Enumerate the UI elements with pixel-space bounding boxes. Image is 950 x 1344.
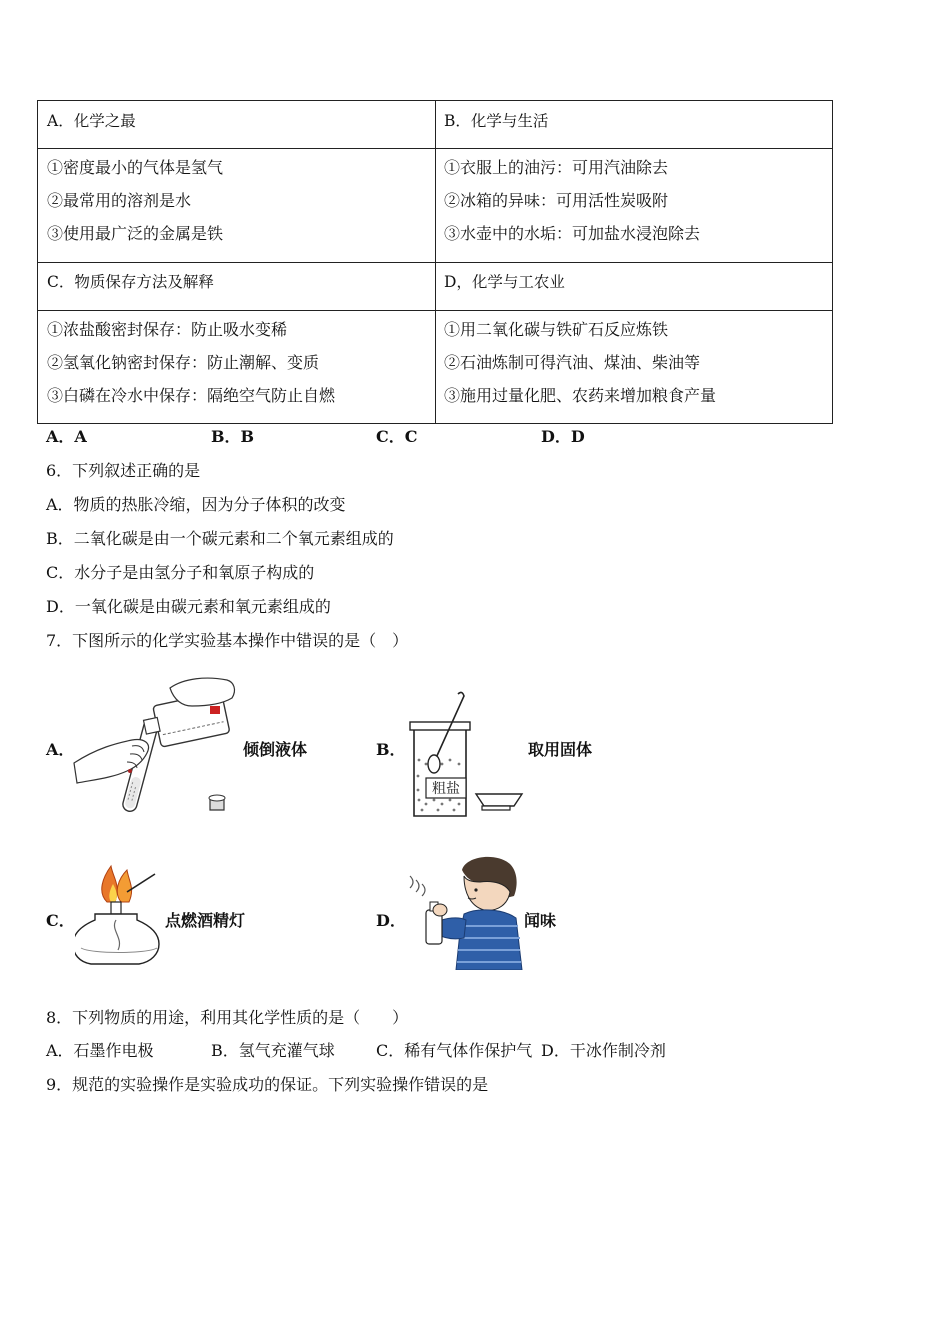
table-head-d: D，化学与工农业 (444, 273, 565, 291)
q7-d-letter: D． (376, 911, 406, 930)
q7-c-caption: 点燃酒精灯 (165, 911, 246, 930)
table-cell-c-1: ①浓盐酸密封保存：防止吸水变稀 (47, 320, 288, 339)
table-cell-d-1: ①用二氧化碳与铁矿石反应炼铁 (444, 320, 669, 339)
q6-option-c: C．水分子是由氢分子和氧原子构成的 (46, 563, 315, 582)
q8-option-b: B．氢气充灌气球 (211, 1041, 335, 1060)
q8-option-a: A．石墨作电极 (46, 1041, 154, 1060)
table-cell-a-1: ①密度最小的气体是氢气 (47, 158, 224, 177)
table-cell-a-2: ②最常用的溶剂是水 (47, 191, 192, 210)
table-cell-b-3: ③水壶中的水垢：可加盐水浸泡除去 (444, 224, 701, 243)
table-cell-d-2: ②石油炼制可得汽油、煤油、柴油等 (444, 353, 701, 372)
table-cell-a-3: ③使用最广泛的金属是铁 (47, 224, 224, 243)
q6-stem: 6．下列叙述正确的是 (46, 461, 201, 480)
q7-d-caption: 闻味 (524, 911, 557, 930)
pouring-liquid-figure (72, 668, 242, 818)
q5-option-d: D．D (541, 427, 585, 446)
q7-b-letter: B． (376, 740, 406, 759)
q5-option-c: C．C (376, 427, 418, 446)
q8-option-c: C．稀有气体作保护气 (376, 1041, 533, 1060)
q6-option-b: B．二氧化碳是由一个碳元素和二个氧元素组成的 (46, 529, 394, 548)
table-cell-b-2: ②冰箱的异味：可用活性炭吸附 (444, 191, 669, 210)
q8-option-d: D．干冰作制冷剂 (541, 1041, 666, 1060)
q9-stem: 9．规范的实验操作是实验成功的保证。下列实验操作错误的是 (46, 1075, 489, 1094)
table-head-c: C．物质保存方法及解释 (47, 273, 214, 291)
table-head-a: A．化学之最 (47, 112, 136, 130)
alcohol-lamp-figure (75, 862, 165, 967)
q8-stem: 8．下列物质的用途，利用其化学性质的是（ ） (46, 1008, 409, 1027)
q6-option-d: D．一氧化碳是由碳元素和氧元素组成的 (46, 597, 331, 616)
table-divider (38, 262, 832, 263)
table-head-b: B．化学与生活 (444, 112, 549, 130)
table-divider (38, 148, 832, 149)
q7-a-letter: A． (46, 740, 75, 759)
smelling-figure (406, 852, 524, 970)
q7-a-caption: 倾倒液体 (243, 740, 308, 759)
table-cell-b-1: ①衣服上的油污：可用汽油除去 (444, 158, 669, 177)
q7-stem: 7．下图所示的化学实验基本操作中错误的是（ ） (46, 631, 409, 650)
q5-option-b: B．B (211, 427, 255, 446)
bottle-label: 粗盐 (432, 781, 460, 797)
q7-b-caption: 取用固体 (528, 740, 593, 759)
table-cell-d-3: ③施用过量化肥、农药来增加粮食产量 (444, 386, 717, 405)
q7-c-letter: C． (46, 911, 75, 930)
q5-option-a: A．A (46, 427, 87, 446)
q6-option-a: A．物质的热胀冷缩，因为分子体积的改变 (46, 495, 346, 514)
table-cell-c-2: ②氢氧化钠密封保存：防止潮解、变质 (47, 353, 320, 372)
taking-solid-figure (404, 690, 530, 822)
q5-table (37, 100, 833, 424)
table-divider (38, 310, 832, 311)
table-cell-c-3: ③白磷在冷水中保存：隔绝空气防止自燃 (47, 386, 336, 405)
